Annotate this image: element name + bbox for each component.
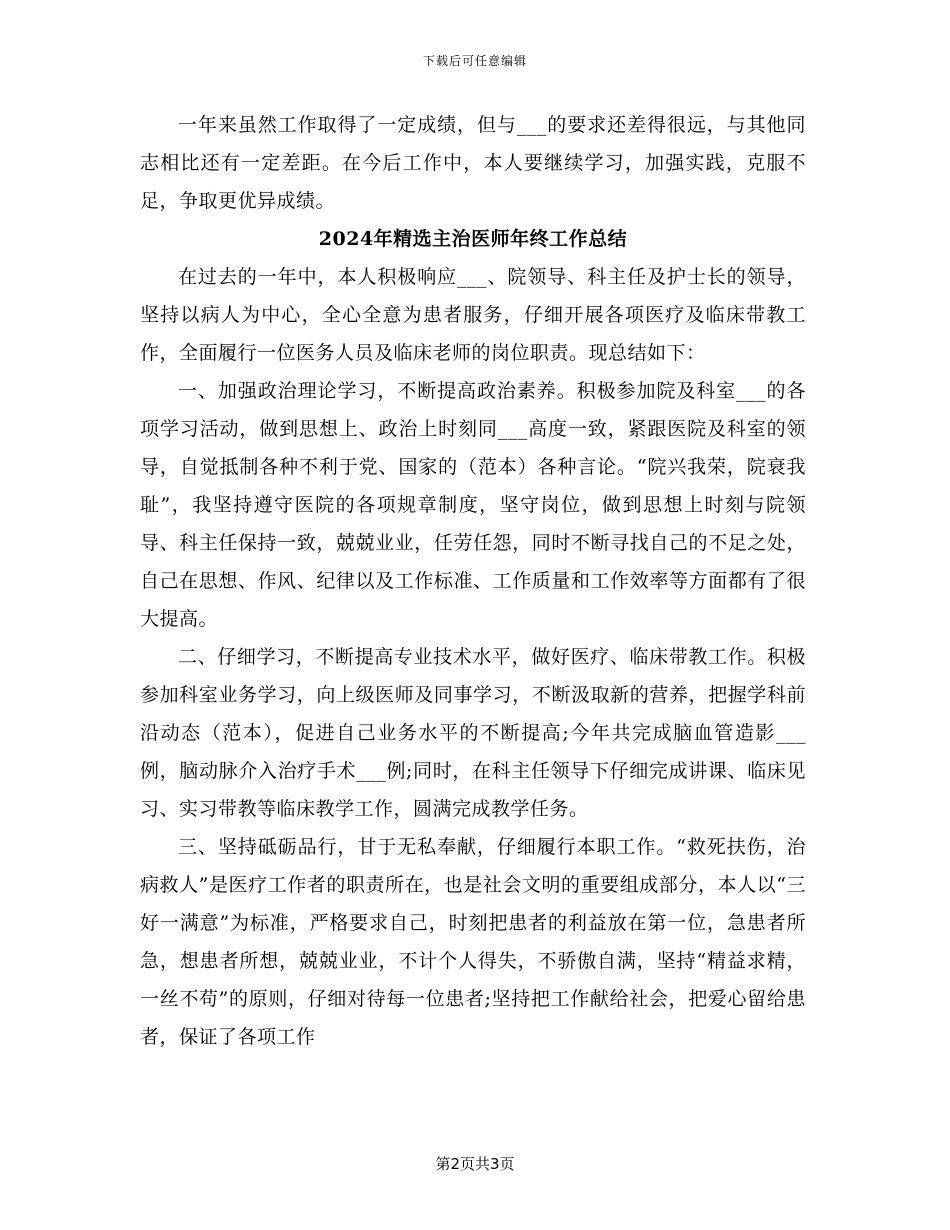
document-body [140, 106, 806, 1056]
body-paragraph-intro: 在过去的一年中，本人积极响应___、院领导、科主任及护士长的领导，坚持以病人为中心，全心全意为患者服务，仔细开展各项医疗及临床带教工作，全面履行一位医务人员及临床老师的岗位职责。现总结如下： [140, 266, 806, 364]
body-paragraph-2: 二、仔细学习，不断提高专业技术水平，做好医疗、临床带教工作。积极参加科室业务学习，向上级医师及同事学习，不断汲取新的营养，把握学科前沿动态（范本），促进自己业务水平的不断提高;今年共完成脑血管造影___例，脑动脉介入治疗手术___例;同时，在科主任领导下仔细完成讲课、临床见习、实习带教等临床教学工作，圆满完成教学任务。 [140, 646, 806, 820]
intro-paragraph: 一年来虽然工作取得了一定成绩，但与___的要求还差得很远，与其他同志相比还有一定差距。在今后工作中，本人要继续学习，加强实践，克服不足，争取更优异成绩。 [140, 114, 806, 212]
body-paragraph-1: 一、加强政治理论学习，不断提高政治素养。积极参加院及科室___的各项学习活动，做到思想上、政治上时刻同___高度一致，紧跟医院及科室的领导，自觉抵制各种不利于党、国家的（范本）各种言论。“院兴我荣，院衰我耻”，我坚持遵守医院的各项规章制度，坚守岗位，做到思想上时刻与院领导、科主任保持一致，兢兢业业，任劳任怨，同时不断寻找自己的不足之处，自己在思想、作风、纪律以及工作标准、工作质量和工作效率等方面都有了很大提高。 [140, 380, 806, 630]
page-number-footer: 第2页共3页 [435, 1155, 515, 1173]
body-paragraph-3: 三、坚持砥砺品行，甘于无私奉献，仔细履行本职工作。“救死扶伤，治病救人”是医疗工作者的职责所在，也是社会文明的重要组成部分，本人以“三好一满意”为标准，严格要求自己，时刻把患者的利益放在第一位，急患者所急，想患者所想，兢兢业业，不计个人得失，不骄傲自满，坚持“精益求精，一丝不苟”的原则，仔细对待每一位患者;坚持把工作献给社会，把爱心留给患者，保证了各项工作 [140, 836, 806, 1048]
section-title: 2024年精选主治医师年终工作总结 [318, 228, 628, 250]
page-header-note: 下载后可任意编辑 [422, 54, 527, 68]
